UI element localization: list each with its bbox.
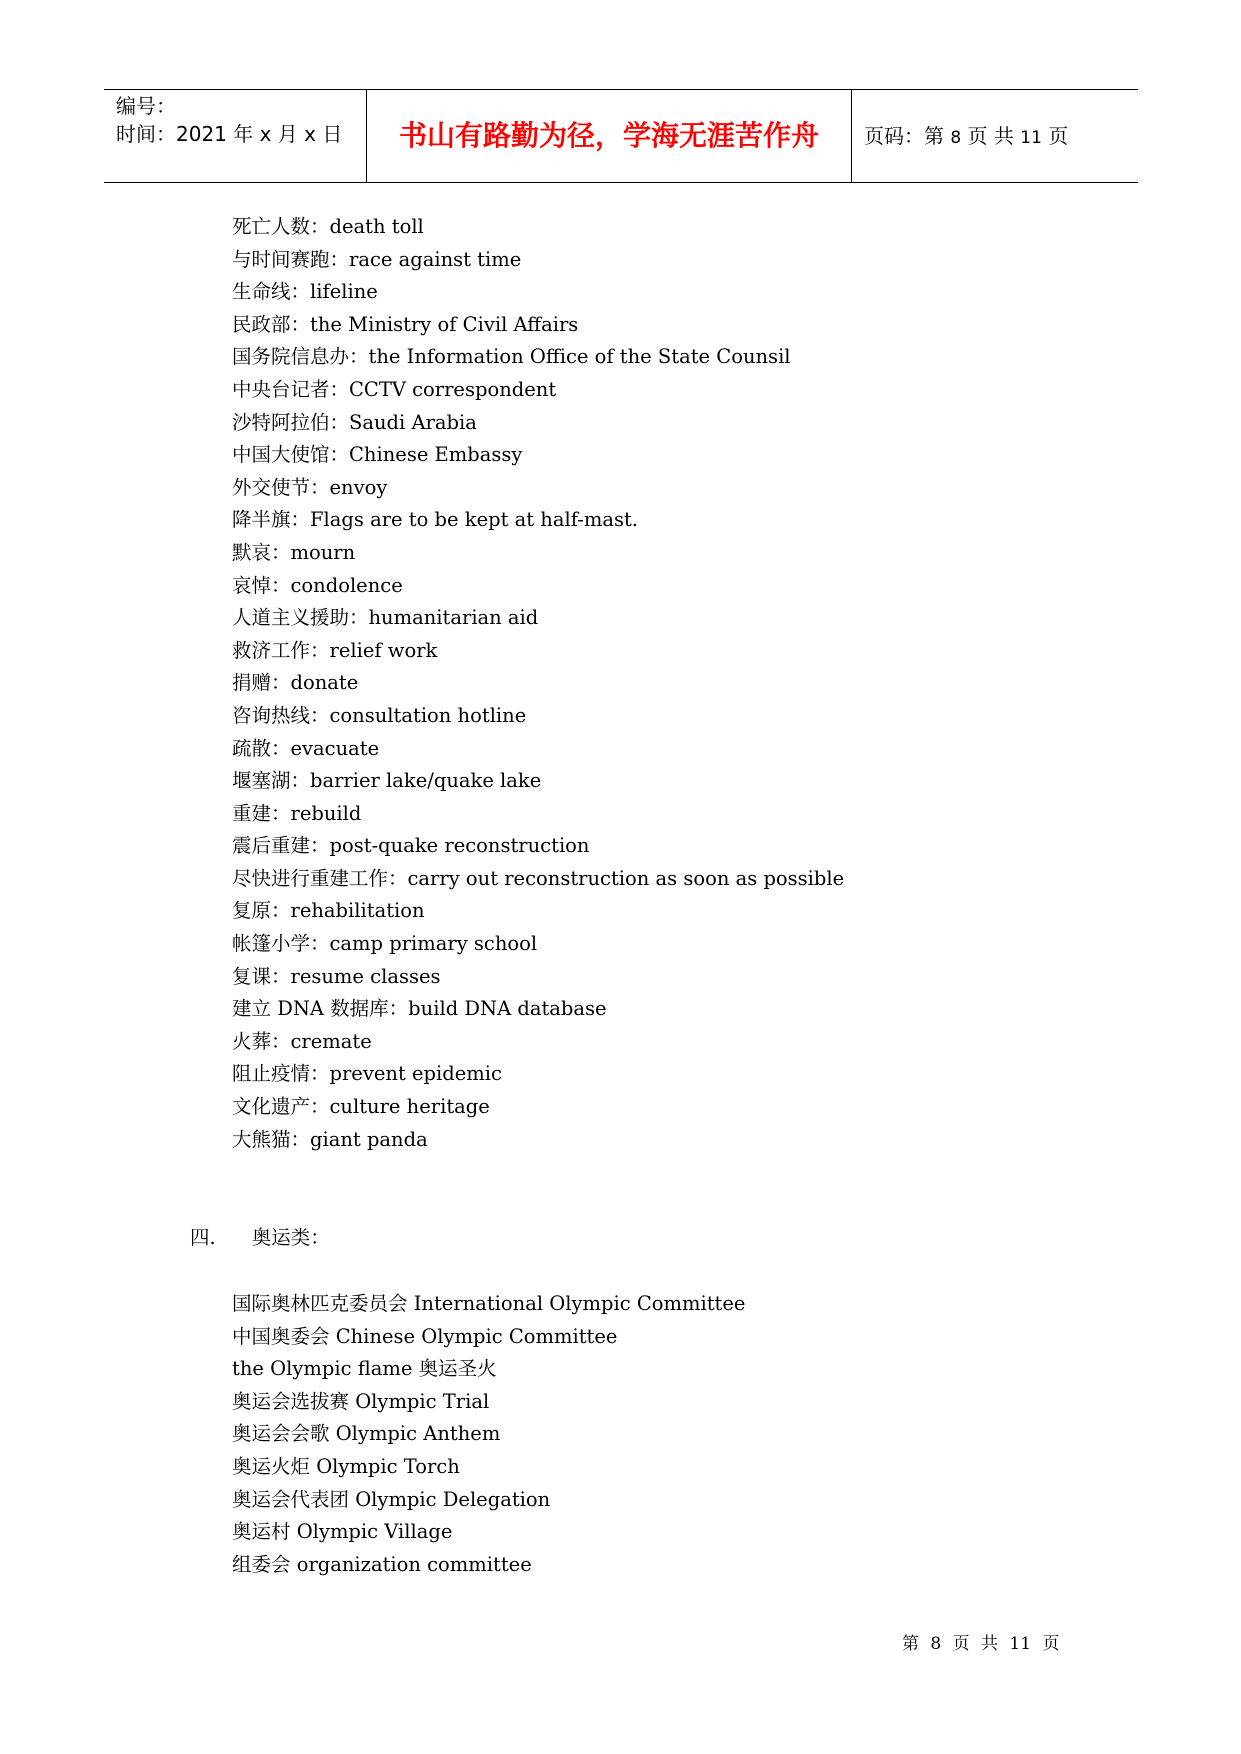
header-page-cell — [852, 90, 1138, 182]
list-item: 建立 DNA 数据库：build DNA database — [232, 997, 607, 1021]
page-code-suffix: 页 — [1048, 124, 1069, 148]
list-item: 哀悼：condolence — [232, 573, 403, 597]
list-item: 震后重建：post-quake reconstruction — [232, 834, 590, 858]
list-item: 组委会 organization committee — [232, 1552, 532, 1576]
list-item: 奥运会会歌 Olympic Anthem — [232, 1422, 501, 1446]
header-motto-cell — [367, 90, 852, 182]
olympic-terms-list — [232, 1288, 745, 1581]
header-info-cell — [104, 90, 367, 182]
list-item: 生命线：lifeline — [232, 280, 378, 304]
section-title: 奥运类： — [251, 1226, 330, 1249]
list-item: 奥运会代表团 Olympic Delegation — [232, 1487, 551, 1511]
page-code — [864, 124, 1068, 150]
list-item: 中央台记者：CCTV correspondent — [232, 377, 557, 401]
page-code-current: 8 — [950, 128, 962, 148]
list-item: 外交使节：envoy — [232, 475, 388, 499]
list-item: 死亡人数：death toll — [232, 215, 424, 238]
list-item: 国际奥林匹克委员会 International Olympic Committee — [232, 1292, 746, 1315]
list-item: 民政部：the Ministry of Civil Affairs — [232, 312, 579, 336]
page-code-middle: 页 共 — [967, 124, 1014, 148]
list-item: 奥运会选拔赛 Olympic Trial — [232, 1389, 490, 1413]
list-item: 救济工作：relief work — [232, 638, 438, 662]
list-item: 咨询热线：consultation hotline — [232, 703, 527, 727]
date-label: 时间：2021 年 x 月 x 日 — [116, 122, 343, 146]
page-header — [104, 89, 1138, 183]
list-item: 复原：rehabilitation — [232, 899, 425, 923]
list-item: 阻止疫情：prevent epidemic — [232, 1062, 502, 1086]
list-item: 人道主义援助：humanitarian aid — [232, 606, 539, 630]
section-heading — [190, 1223, 330, 1253]
list-item: 火葬：cremate — [232, 1029, 372, 1053]
list-item: 复课：resume classes — [232, 964, 441, 988]
list-item: 国务院信息办：the Information Office of the State Counsil — [232, 345, 791, 369]
list-item: 疏散：evacuate — [232, 736, 380, 760]
list-item: 中国大使馆：Chinese Embassy — [232, 443, 523, 467]
list-item: 与时间赛跑：race against time — [232, 247, 522, 271]
list-item: 帐篷小学：camp primary school — [232, 932, 538, 956]
disaster-terms-list — [232, 211, 844, 1156]
list-item: 捐赠：donate — [232, 671, 359, 695]
list-item: 堰塞湖：barrier lake/quake lake — [232, 769, 542, 793]
list-item: 重建：rebuild — [232, 801, 362, 825]
list-item: 奥运村 Olympic Village — [232, 1520, 453, 1544]
serial-number-label: 编号： — [116, 94, 176, 118]
list-item: 奥运火炬 Olympic Torch — [232, 1454, 460, 1478]
list-item: 大熊猫：giant panda — [232, 1127, 428, 1151]
list-item: 降半旗：Flags are to be kept at half-mast. — [232, 508, 638, 532]
page-code-prefix: 页码：第 — [864, 124, 944, 148]
page-code-total: 11 — [1020, 128, 1042, 148]
motto: 书山有路勤为径，学海无涯苦作舟 — [398, 119, 819, 152]
list-item: 尽快进行重建工作：carry out reconstruction as soon as possible — [232, 866, 845, 890]
list-item: 中国奥委会 Chinese Olympic Committee — [232, 1324, 618, 1348]
list-item: 沙特阿拉伯：Saudi Arabia — [232, 410, 477, 434]
section-number: 四. — [190, 1226, 216, 1249]
list-item: 默哀：mourn — [232, 540, 356, 564]
list-item: the Olympic flame 奥运圣火 — [232, 1357, 497, 1381]
list-item: 文化遗产：culture heritage — [232, 1095, 490, 1119]
page-footer: 第 8 页 共 11 页 — [902, 1634, 1060, 1654]
